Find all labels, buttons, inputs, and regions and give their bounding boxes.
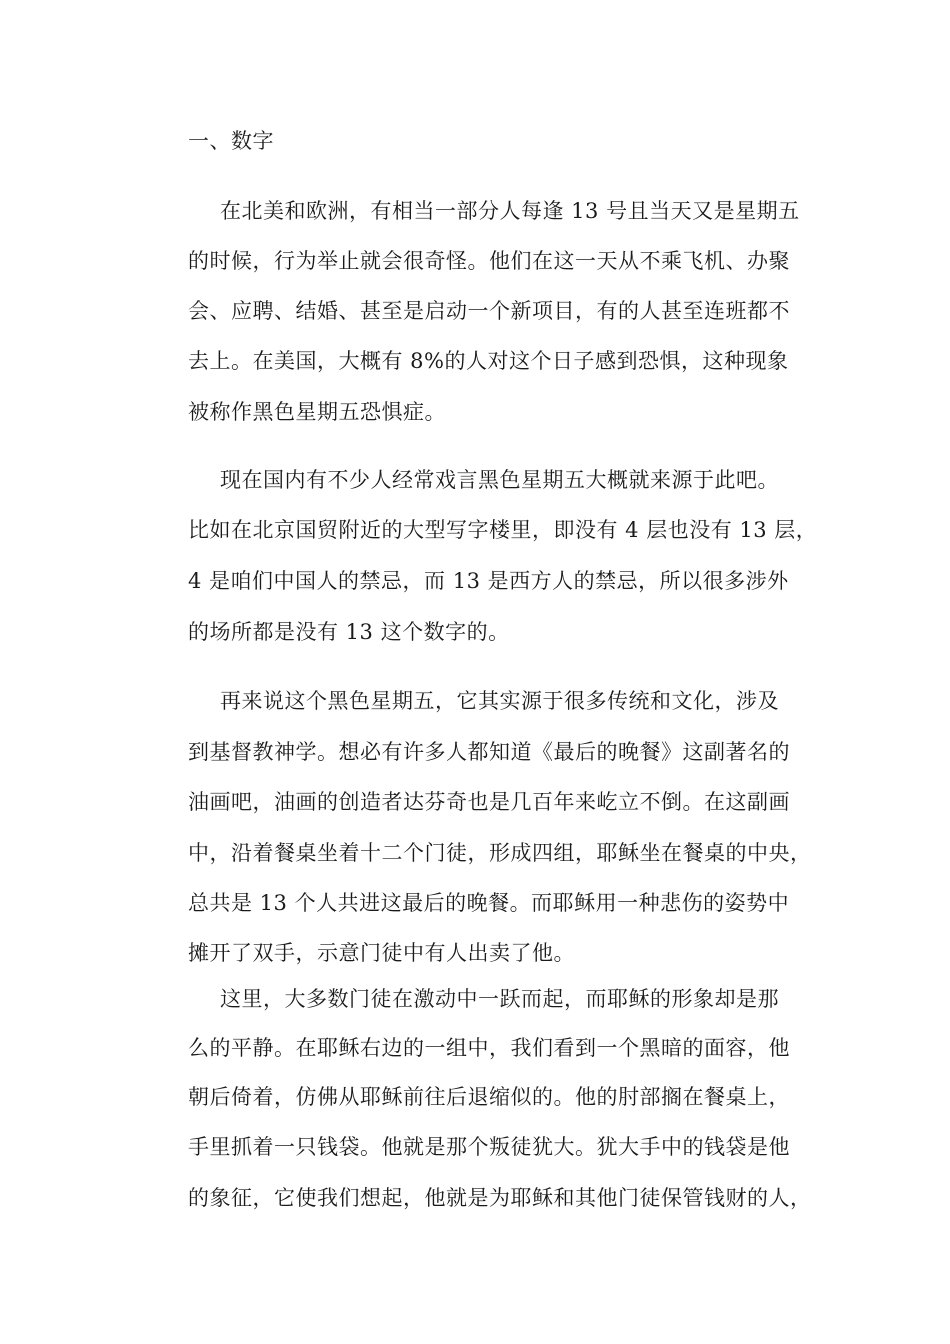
paragraph-1-line-2: 的时候，行为举止就会很奇怪。他们在这一天从不乘飞机、办聚: [188, 249, 790, 273]
paragraph-2-line-2: 比如在北京国贸附近的大型写字楼里，即没有 4 层也没有 13 层，: [188, 518, 818, 542]
paragraph-3-line-1: 再来说这个黑色星期五，它其实源于很多传统和文化，涉及: [220, 689, 779, 713]
paragraph-3-line-4: 中，沿着餐桌坐着十二个门徒，形成四组，耶稣坐在餐桌的中央，: [188, 841, 812, 865]
paragraph-4-line-1: 这里，大多数门徒在激动中一跃而起，而耶稣的形象却是那: [220, 987, 779, 1011]
paragraph-3-line-3: 油画吧，油画的创造者达芬奇也是几百年来屹立不倒。在这副画: [188, 790, 790, 814]
paragraph-2-line-3: 4 是咱们中国人的禁忌，而 13 是西方人的禁忌，所以很多涉外: [188, 569, 789, 593]
paragraph-4-line-2: 么的平静。在耶稣右边的一组中，我们看到一个黑暗的面容，他: [188, 1036, 790, 1060]
paragraph-2-line-1: 现在国内有不少人经常戏言黑色星期五大概就来源于此吧。: [220, 468, 779, 492]
paragraph-1-line-4: 去上。在美国，大概有 8%的人对这个日子感到恐惧，这种现象: [188, 349, 789, 373]
paragraph-3-line-6: 摊开了双手，示意门徒中有人出卖了他。: [188, 941, 575, 965]
paragraph-3-line-2: 到基督教神学。想必有许多人都知道《最后的晚餐》这副著名的: [188, 740, 790, 764]
paragraph-4-line-3: 朝后倚着，仿佛从耶稣前往后退缩似的。他的肘部搁在餐桌上，: [188, 1085, 790, 1109]
paragraph-1-line-5: 被称作黑色星期五恐惧症。: [188, 400, 446, 424]
paragraph-4-line-5: 的象征，它使我们想起，他就是为耶稣和其他门徒保管钱财的人，: [188, 1186, 812, 1210]
paragraph-3-line-5: 总共是 13 个人共进这最后的晚餐。而耶稣用一种悲伤的姿势中: [188, 891, 790, 915]
section-heading: 一、数字: [188, 129, 274, 153]
paragraph-1-line-3: 会、应聘、结婚、甚至是启动一个新项目，有的人甚至连班都不: [188, 299, 790, 323]
paragraph-1-line-1: 在北美和欧洲，有相当一部分人每逢 13 号且当天又是星期五: [220, 199, 800, 223]
paragraph-4-line-4: 手里抓着一只钱袋。他就是那个叛徒犹大。犹大手中的钱袋是他: [188, 1135, 790, 1159]
paragraph-2-line-4: 的场所都是没有 13 这个数字的。: [188, 620, 510, 644]
